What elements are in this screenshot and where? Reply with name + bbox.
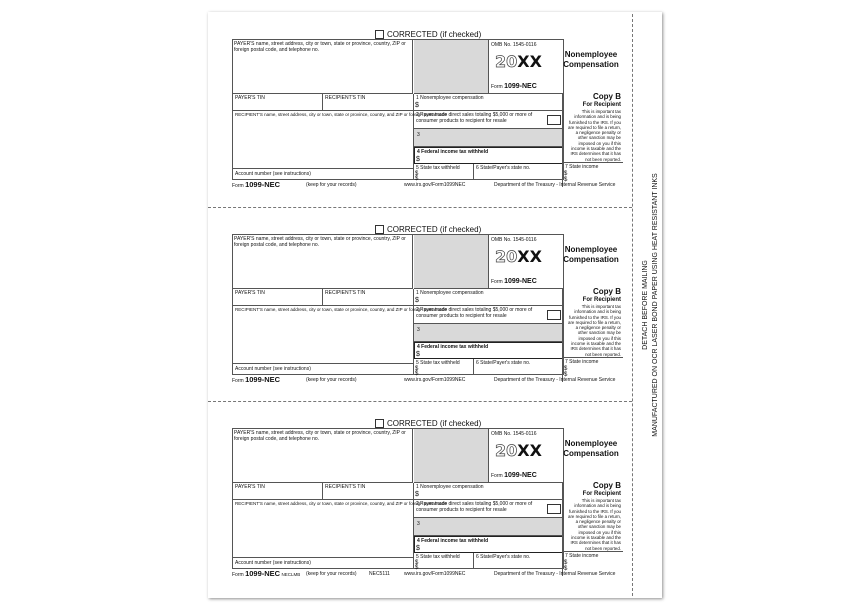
form-1099-nec-copy-3 [232, 419, 622, 595]
copy-label: Copy B [593, 92, 621, 101]
box1-dollar: $ [415, 297, 419, 304]
recipient-address-box[interactable] [233, 306, 448, 364]
box6-state-payer-no[interactable] [474, 553, 563, 568]
perforation-horizontal-2 [208, 401, 632, 402]
payer-tin-box[interactable] [233, 94, 323, 111]
box2-label: 2 Payer made direct sales totaling $5,000 or more of consumer products to recipient for resale [416, 501, 533, 513]
box2-label: 2 Payer made direct sales totaling $5,000 or more of consumer products to recipient for resale [416, 112, 533, 124]
box1-label: 1 Nonemployee compensation [416, 290, 484, 296]
form-number-label [491, 83, 537, 90]
footer-form [232, 571, 300, 578]
box4-label: 4 Federal income tax withheld [417, 344, 489, 350]
box5-state-tax[interactable] [414, 164, 474, 182]
box1-label: 1 Nonemployee compensation [416, 484, 484, 490]
for-recipient-label: For Recipient [582, 102, 621, 108]
box7-label: 7 State income [565, 553, 599, 559]
form-1099-nec-copy-2 [232, 225, 622, 401]
corrected-checkbox[interactable] [375, 30, 384, 39]
form-title: Nonemployee Compensation [563, 245, 619, 264]
recipient-tin-label: RECIPIENT'S TIN [325, 484, 366, 490]
box2-direct-sales [414, 306, 563, 324]
box7-label: 7 State income [565, 359, 599, 365]
perforation-vertical [632, 14, 633, 596]
payer-name-box[interactable] [233, 429, 413, 483]
box6-label: 6 State/Payer's state no. [476, 360, 531, 366]
perforation-horizontal-1 [208, 207, 632, 208]
tax-year [495, 52, 542, 71]
form-word: Form [491, 84, 503, 90]
tax-year [495, 441, 542, 460]
box3 [414, 324, 563, 342]
right-column [562, 482, 623, 576]
box3-label: 3 [417, 327, 420, 333]
box4-federal-tax[interactable] [414, 536, 563, 553]
account-number-label: Account number (see instructions) [235, 560, 311, 566]
form-grid [232, 39, 564, 180]
box3-label: 3 [417, 132, 420, 138]
box2-checkbox[interactable] [547, 504, 561, 514]
notice-text: This is important tax information and is being furnished to the IRS. If you are required to file a return, a negligence penalty or other sanction may be imposed on you if this income is taxable and the IRS determines that it has not been reported. [568, 498, 621, 551]
recipient-address-box[interactable] [233, 111, 448, 169]
tax-year [495, 247, 542, 266]
form-number-label [491, 472, 537, 479]
corrected-checkbox-area [375, 419, 481, 428]
form-number-label [491, 278, 537, 285]
recipient-tin-box[interactable] [323, 289, 414, 306]
box5-label: 5 State tax withheld [416, 165, 460, 171]
box5-dollar-2: $ [415, 176, 419, 182]
corrected-checkbox[interactable] [375, 225, 384, 234]
account-number-label: Account number (see instructions) [235, 171, 311, 177]
box7-state-income[interactable] [563, 357, 623, 378]
box7-dollar-1: $ [564, 366, 568, 372]
tax-year-suffix: XX [517, 52, 542, 71]
box5-dollar-2: $ [415, 565, 419, 571]
box4-dollar: $ [416, 351, 420, 358]
corrected-label: CORRECTED (if checked) [387, 30, 482, 39]
payer-name-label: PAYER'S name, street address, city or town, state or province, country, ZIP or foreign postal code, and telephone no. [234, 41, 406, 53]
box7-dollar-2: $ [564, 372, 568, 378]
right-column [562, 93, 623, 187]
form-number: 1099-NEC [504, 472, 537, 479]
box2-checkbox[interactable] [547, 310, 561, 320]
payer-tin-box[interactable] [233, 483, 323, 500]
box7-label: 7 State income [565, 164, 599, 170]
tax-year-century: 20 [495, 441, 518, 460]
corrected-label: CORRECTED (if checked) [387, 419, 482, 428]
form-word: Form [491, 279, 503, 285]
form-grid [232, 428, 564, 569]
form-grid [232, 234, 564, 375]
for-recipient-label: For Recipient [582, 491, 621, 497]
box1-nonemployee-compensation[interactable] [414, 289, 563, 306]
box7-dollar-2: $ [564, 177, 568, 183]
box6-label: 6 State/Payer's state no. [476, 165, 531, 171]
footer-keep: (keep for your records) [306, 571, 357, 577]
recipient-address-box[interactable] [233, 500, 448, 558]
box7-state-income[interactable] [563, 551, 623, 572]
form-title: Nonemployee Compensation [563, 50, 619, 69]
box2-direct-sales [414, 500, 563, 518]
payer-name-label: PAYER'S name, street address, city or town, state or province, country, ZIP or foreign postal code, and telephone no. [234, 236, 406, 248]
footer-form [232, 182, 280, 189]
tax-year-suffix: XX [517, 441, 542, 460]
footer-form-number: 1099-NEC [245, 569, 281, 578]
box4-dollar: $ [416, 545, 420, 552]
footer-form-number: 1099-NEC [245, 375, 281, 384]
side-note-detach: DETACH BEFORE MAILING [642, 260, 649, 350]
box1-dollar: $ [415, 102, 419, 109]
box1-nonemployee-compensation[interactable] [414, 94, 563, 111]
box7-state-income[interactable] [563, 162, 623, 183]
gray-area-top [414, 235, 489, 289]
omb-number: OMB No. 1545-0116 [491, 431, 537, 437]
tax-year-century: 20 [495, 247, 518, 266]
form-word: Form [491, 473, 503, 479]
footer-url: www.irs.gov/Form1099NEC [404, 377, 466, 383]
gray-area-top [414, 429, 489, 483]
footer-form-word: Form [232, 378, 244, 384]
box3 [414, 518, 563, 536]
notice-text: This is important tax information and is being furnished to the IRS. If you are required to file a return, a negligence penalty or other sanction may be imposed on you if this income is taxable and the IRS determines that it has not been reported. [568, 109, 621, 162]
box4-federal-tax[interactable] [414, 147, 563, 164]
box5-dollar-1: $ [415, 560, 419, 566]
omb-number: OMB No. 1545-0116 [491, 42, 537, 48]
payer-tin-label: PAYER'S TIN [235, 484, 265, 490]
recipient-address-label: RECIPIENT'S name, street address, city or town, state or province, country, and ZIP or foreign postal code [235, 307, 448, 312]
box7-dollar-2: $ [564, 566, 568, 572]
footer-url: www.irs.gov/Form1099NEC [404, 571, 466, 577]
payer-tin-label: PAYER'S TIN [235, 290, 265, 296]
box5-label: 5 State tax withheld [416, 360, 460, 366]
box4-label: 4 Federal income tax withheld [417, 538, 489, 544]
corrected-label: CORRECTED (if checked) [387, 225, 482, 234]
footer-code-b: NEC5111 [369, 571, 390, 577]
copy-label: Copy B [593, 287, 621, 296]
tax-year-century: 20 [495, 52, 518, 71]
corrected-checkbox-area [375, 225, 481, 234]
footer-form-number: 1099-NEC [245, 180, 281, 189]
box4-dollar: $ [416, 156, 420, 163]
payer-tin-box[interactable] [233, 289, 323, 306]
footer-code-a: NECLMB [281, 572, 301, 577]
copy-label: Copy B [593, 481, 621, 490]
box4-federal-tax[interactable] [414, 342, 563, 359]
box6-state-payer-no[interactable] [474, 359, 563, 374]
form-number: 1099-NEC [504, 278, 537, 285]
payer-name-box[interactable] [233, 235, 413, 289]
box5-dollar-1: $ [415, 171, 419, 177]
box6-state-payer-no[interactable] [474, 164, 563, 179]
recipient-tin-label: RECIPIENT'S TIN [325, 290, 366, 296]
omb-year-box [489, 429, 563, 483]
box1-dollar: $ [415, 491, 419, 498]
box1-label: 1 Nonemployee compensation [416, 95, 484, 101]
box2-label: 2 Payer made direct sales totaling $5,000 or more of consumer products to recipient for resale [416, 307, 533, 319]
account-number-box[interactable] [233, 558, 414, 568]
account-number-box[interactable] [233, 169, 414, 179]
box5-dollar-1: $ [415, 366, 419, 372]
payer-name-label: PAYER'S name, street address, city or town, state or province, country, ZIP or foreign postal code, and telephone no. [234, 430, 406, 442]
form-1099-nec-copy-1 [232, 30, 622, 206]
box4-label: 4 Federal income tax withheld [417, 149, 489, 155]
recipient-tin-label: RECIPIENT'S TIN [325, 95, 366, 101]
box3 [414, 129, 563, 147]
box1-nonemployee-compensation[interactable] [414, 483, 563, 500]
box6-label: 6 State/Payer's state no. [476, 554, 531, 560]
footer-dept: Department of the Treasury - Internal Revenue Service [494, 182, 616, 188]
account-number-label: Account number (see instructions) [235, 366, 311, 372]
box2-checkbox[interactable] [547, 115, 561, 125]
footer-url: www.irs.gov/Form1099NEC [404, 182, 466, 188]
gray-area-top [414, 40, 489, 94]
footer-keep: (keep for your records) [306, 377, 357, 383]
footer-form-word: Form [232, 572, 244, 578]
box7-dollar-1: $ [564, 560, 568, 566]
box7-dollar-1: $ [564, 171, 568, 177]
omb-year-box [489, 235, 563, 289]
footer-form [232, 377, 280, 384]
footer-keep: (keep for your records) [306, 182, 357, 188]
recipient-address-label: RECIPIENT'S name, street address, city or town, state or province, country, and ZIP or foreign postal code [235, 112, 448, 117]
payer-name-box[interactable] [233, 40, 413, 94]
tax-year-suffix: XX [517, 247, 542, 266]
recipient-tin-box[interactable] [323, 94, 414, 111]
footer-form-word: Form [232, 183, 244, 189]
box2-direct-sales [414, 111, 563, 129]
side-note-manufactured: MANUFACTURED ON OCR LASER BOND PAPER USING HEAT RESISTANT INKS [652, 173, 659, 437]
box5-dollar-2: $ [415, 371, 419, 377]
box5-state-tax[interactable] [414, 359, 474, 377]
notice-text: This is important tax information and is being furnished to the IRS. If you are required to file a return, a negligence penalty or other sanction may be imposed on you if this income is taxable and the IRS determines that it has not been reported. [568, 304, 621, 357]
corrected-checkbox[interactable] [375, 419, 384, 428]
payer-tin-label: PAYER'S TIN [235, 95, 265, 101]
for-recipient-label: For Recipient [582, 297, 621, 303]
box3-label: 3 [417, 521, 420, 527]
form-number: 1099-NEC [504, 83, 537, 90]
footer-dept: Department of the Treasury - Internal Revenue Service [494, 571, 616, 577]
omb-number: OMB No. 1545-0116 [491, 237, 537, 243]
recipient-address-label: RECIPIENT'S name, street address, city or town, state or province, country, and ZIP or foreign postal code [235, 501, 448, 506]
omb-year-box [489, 40, 563, 94]
corrected-checkbox-area [375, 30, 481, 39]
recipient-tin-box[interactable] [323, 483, 414, 500]
account-number-box[interactable] [233, 364, 414, 374]
form-title: Nonemployee Compensation [563, 439, 619, 458]
footer-dept: Department of the Treasury - Internal Revenue Service [494, 377, 616, 383]
box5-state-tax[interactable] [414, 553, 474, 571]
right-column [562, 288, 623, 382]
box5-label: 5 State tax withheld [416, 554, 460, 560]
